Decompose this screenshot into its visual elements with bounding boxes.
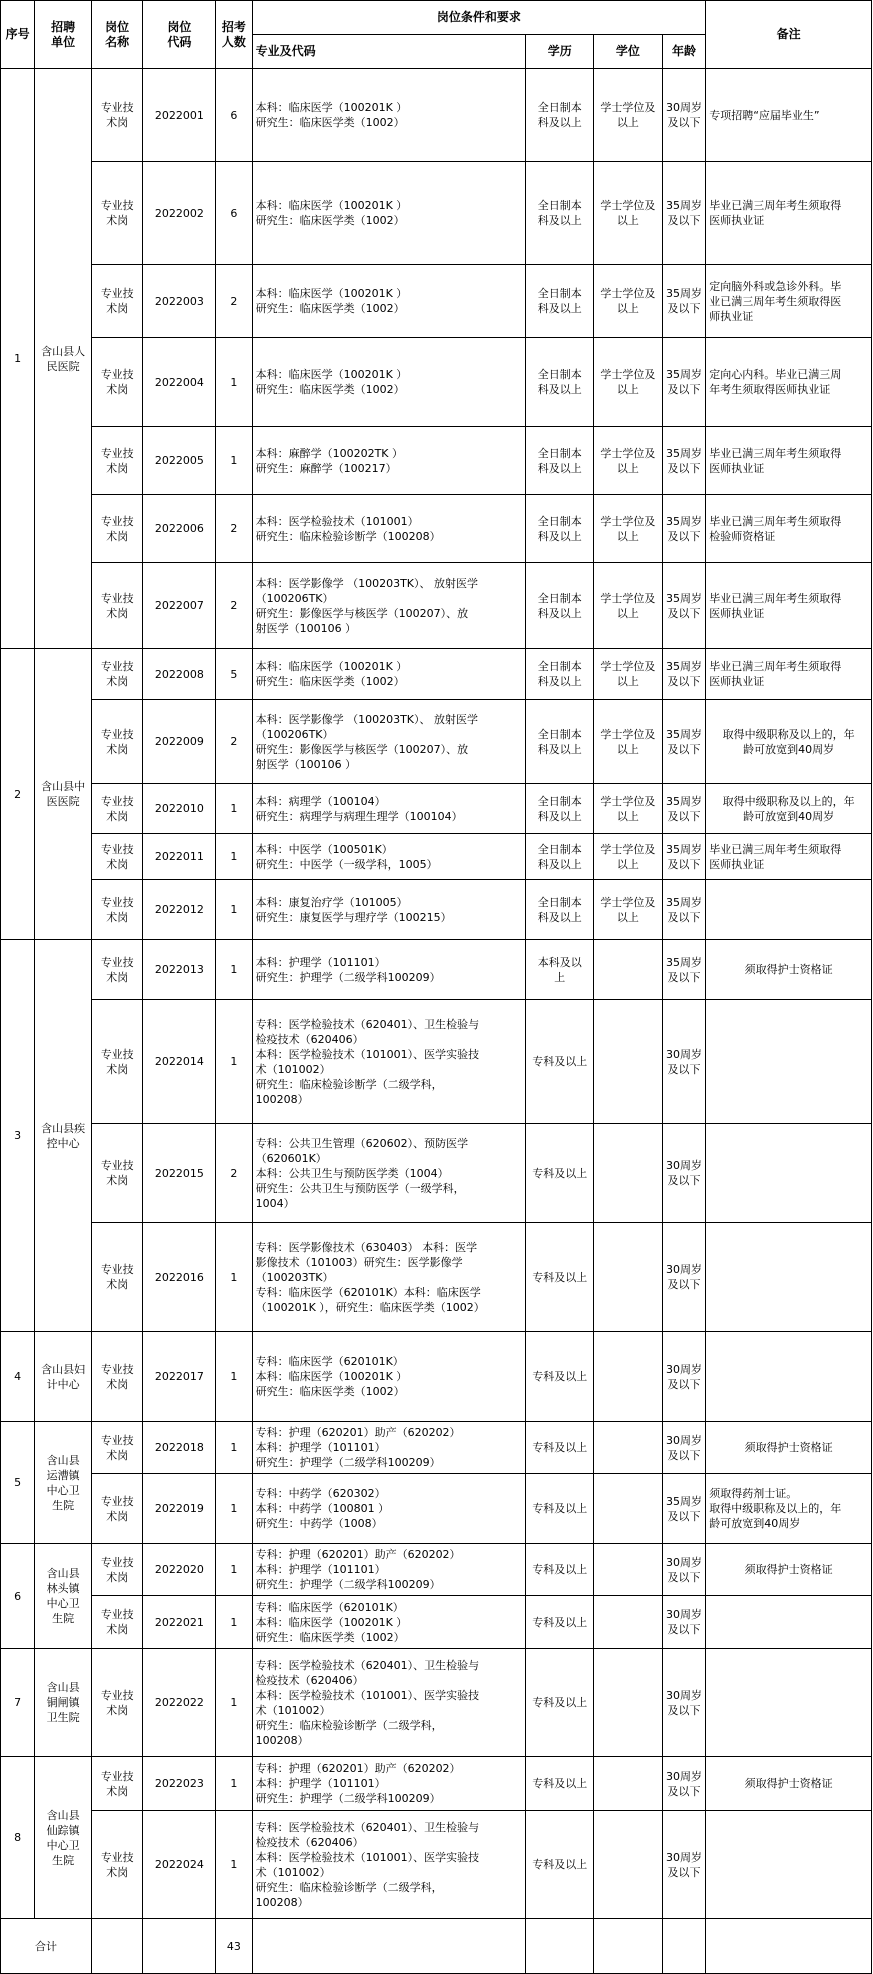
post-name-cell: 专业技 术岗 <box>91 1332 143 1422</box>
count-cell: 1 <box>216 1811 252 1919</box>
remark-cell: 取得中级职称及以上的，年 龄可放宽到40周岁 <box>706 700 872 784</box>
degree-cell: 学士学位及 以上 <box>594 649 663 700</box>
age-cell: 35周岁 及以下 <box>662 563 705 649</box>
seq-cell: 3 <box>1 940 35 1332</box>
major-cell: 本科：麻醉学（100202TK ） 研究生：麻醉学（100217） <box>252 427 526 495</box>
age-cell: 35周岁 及以下 <box>662 427 705 495</box>
table-row <box>1 784 872 834</box>
remark-cell: 毕业已满三周年考生须取得 医师执业证 <box>706 834 872 880</box>
age-cell: 35周岁 及以下 <box>662 338 705 427</box>
total-label: 合计 <box>1 1919 92 1974</box>
total-empty-cell <box>706 1919 872 1974</box>
edu-cell: 全日制本 科及以上 <box>526 265 594 338</box>
post-name-cell: 专业技 术岗 <box>91 940 143 1000</box>
unit-cell: 含山县人 民医院 <box>35 69 92 649</box>
unit-cell: 含山县妇 计中心 <box>35 1332 92 1422</box>
count-cell: 1 <box>216 338 252 427</box>
degree-cell: 学士学位及 以上 <box>594 784 663 834</box>
major-cell: 专科：医学影像技术（630403） 本科：医学 影像技术（101003）研究生：医学影像学 （100203TK） 专科：临床医学（620101K）本科：临床医学 （100201K ），研究生：临床医学类（1002） <box>252 1223 526 1332</box>
remark-cell <box>706 880 872 940</box>
unit-cell: 含山县 林头镇 中心卫 生院 <box>35 1544 92 1649</box>
remark-cell <box>706 1332 872 1422</box>
edu-cell: 专科及以上 <box>526 1811 594 1919</box>
post-code-cell: 2022005 <box>143 427 216 495</box>
remark-cell <box>706 1000 872 1124</box>
header-edu: 学历 <box>526 35 594 69</box>
post-name-cell: 专业技 术岗 <box>91 649 143 700</box>
edu-cell: 全日制本 科及以上 <box>526 495 594 563</box>
table-row <box>1 265 872 338</box>
degree-cell: 学士学位及 以上 <box>594 427 663 495</box>
post-name-cell: 专业技 术岗 <box>91 1811 143 1919</box>
count-cell: 1 <box>216 1332 252 1422</box>
post-code-cell: 2022009 <box>143 700 216 784</box>
remark-cell: 毕业已满三周年考生须取得 医师执业证 <box>706 427 872 495</box>
count-cell: 5 <box>216 649 252 700</box>
post-code-cell: 2022012 <box>143 880 216 940</box>
major-cell: 本科：医学影像学 （100203TK）、 放射医学 （100206TK） 研究生：影像医学与核医学（100207）、放 射医学（100106 ） <box>252 563 526 649</box>
age-cell: 35周岁 及以下 <box>662 834 705 880</box>
post-name-cell: 专业技 术岗 <box>91 338 143 427</box>
post-code-cell: 2022011 <box>143 834 216 880</box>
seq-cell: 7 <box>1 1649 35 1757</box>
edu-cell: 全日制本 科及以上 <box>526 563 594 649</box>
unit-cell: 含山县疾 控中心 <box>35 940 92 1332</box>
header-age: 年龄 <box>662 35 705 69</box>
remark-cell <box>706 1124 872 1223</box>
table-row <box>1 338 872 427</box>
age-cell: 30周岁 及以下 <box>662 1422 705 1474</box>
post-name-cell: 专业技 术岗 <box>91 1596 143 1649</box>
count-cell: 1 <box>216 940 252 1000</box>
remark-cell <box>706 1223 872 1332</box>
major-cell: 专科：医学检验技术（620401）、卫生检验与 检疫技术（620406） 本科：医学检验技术（101001）、医学实验技 术（101002） 研究生：临床检验诊断学（二级学科， 100208） <box>252 1811 526 1919</box>
count-cell: 1 <box>216 784 252 834</box>
age-cell: 35周岁 及以下 <box>662 1474 705 1544</box>
major-cell: 本科：医学影像学 （100203TK）、 放射医学 （100206TK） 研究生：影像医学与核医学（100207）、放 射医学（100106 ） <box>252 700 526 784</box>
total-count: 43 <box>216 1919 252 1974</box>
major-cell: 专科：护理（620201）助产（620202） 本科：护理学（101101） 研究生：护理学（二级学科100209） <box>252 1757 526 1811</box>
age-cell: 35周岁 及以下 <box>662 162 705 265</box>
edu-cell: 全日制本 科及以上 <box>526 69 594 162</box>
edu-cell: 全日制本 科及以上 <box>526 784 594 834</box>
major-cell: 专科：医学检验技术（620401）、卫生检验与 检疫技术（620406） 本科：医学检验技术（101001）、医学实验技 术（101002） 研究生：临床检验诊断学（二级学科， 100208） <box>252 1649 526 1757</box>
header-seq: 序号 <box>1 1 35 69</box>
table-row <box>1 495 872 563</box>
edu-cell: 专科及以上 <box>526 1124 594 1223</box>
seq-cell: 4 <box>1 1332 35 1422</box>
post-code-cell: 2022018 <box>143 1422 216 1474</box>
post-name-cell: 专业技 术岗 <box>91 784 143 834</box>
age-cell: 30周岁 及以下 <box>662 1000 705 1124</box>
table-row <box>1 1124 872 1223</box>
seq-cell: 1 <box>1 69 35 649</box>
degree-cell <box>594 1332 663 1422</box>
post-code-cell: 2022023 <box>143 1757 216 1811</box>
major-cell: 本科：临床医学（100201K ） 研究生：临床医学类（1002） <box>252 649 526 700</box>
seq-cell: 8 <box>1 1757 35 1919</box>
major-cell: 专科：临床医学（620101K） 本科：临床医学（100201K ） 研究生：临床医学类（1002） <box>252 1332 526 1422</box>
table-row <box>1 700 872 784</box>
count-cell: 2 <box>216 265 252 338</box>
remark-cell: 须取得药剂士证。 取得中级职称及以上的，年 龄可放宽到40周岁 <box>706 1474 872 1544</box>
edu-cell: 专科及以上 <box>526 1223 594 1332</box>
degree-cell: 学士学位及 以上 <box>594 162 663 265</box>
edu-cell: 全日制本 科及以上 <box>526 162 594 265</box>
table-row <box>1 1332 872 1422</box>
seq-cell: 5 <box>1 1422 35 1544</box>
post-code-cell: 2022016 <box>143 1223 216 1332</box>
count-cell: 2 <box>216 563 252 649</box>
count-cell: 1 <box>216 1596 252 1649</box>
post-name-cell: 专业技 术岗 <box>91 69 143 162</box>
age-cell: 30周岁 及以下 <box>662 1544 705 1596</box>
major-cell: 本科：中医学（100501K） 研究生：中医学（一级学科，1005） <box>252 834 526 880</box>
major-cell: 本科：临床医学（100201K ） 研究生：临床医学类（1002） <box>252 69 526 162</box>
count-cell: 1 <box>216 834 252 880</box>
remark-cell: 取得中级职称及以上的，年 龄可放宽到40周岁 <box>706 784 872 834</box>
age-cell: 30周岁 及以下 <box>662 1596 705 1649</box>
major-cell: 专科：护理（620201）助产（620202） 本科：护理学（101101） 研究生：护理学（二级学科100209） <box>252 1422 526 1474</box>
total-empty-cell <box>662 1919 705 1974</box>
degree-cell <box>594 940 663 1000</box>
degree-cell <box>594 1544 663 1596</box>
edu-cell: 全日制本 科及以上 <box>526 880 594 940</box>
table-row <box>1 880 872 940</box>
post-name-cell: 专业技 术岗 <box>91 1649 143 1757</box>
degree-cell <box>594 1596 663 1649</box>
header-remark: 备注 <box>706 1 872 69</box>
table-row <box>1 162 872 265</box>
age-cell: 35周岁 及以下 <box>662 265 705 338</box>
major-cell: 本科：病理学（100104） 研究生：病理学与病理生理学（100104） <box>252 784 526 834</box>
major-cell: 专科：医学检验技术（620401）、卫生检验与 检疫技术（620406） 本科：医学检验技术（101001）、医学实验技 术（101002） 研究生：临床检验诊断学（二级学科， 100208） <box>252 1000 526 1124</box>
post-name-cell: 专业技 术岗 <box>91 1422 143 1474</box>
table-row <box>1 427 872 495</box>
edu-cell: 专科及以上 <box>526 1422 594 1474</box>
major-cell: 本科：临床医学（100201K ） 研究生：临床医学类（1002） <box>252 162 526 265</box>
degree-cell <box>594 1757 663 1811</box>
age-cell: 35周岁 及以下 <box>662 649 705 700</box>
count-cell: 6 <box>216 162 252 265</box>
age-cell: 30周岁 及以下 <box>662 1223 705 1332</box>
header-major: 专业及代码 <box>252 35 526 69</box>
unit-cell: 含山县 仙踪镇 中心卫 生院 <box>35 1757 92 1919</box>
header-count: 招考 人数 <box>216 1 252 69</box>
edu-cell: 专科及以上 <box>526 1000 594 1124</box>
post-code-cell: 2022003 <box>143 265 216 338</box>
age-cell: 35周岁 及以下 <box>662 940 705 1000</box>
total-empty-cell <box>252 1919 526 1974</box>
table-row <box>1 1757 872 1811</box>
count-cell: 1 <box>216 1757 252 1811</box>
edu-cell: 全日制本 科及以上 <box>526 834 594 880</box>
header-unit: 招聘 单位 <box>35 1 92 69</box>
post-code-cell: 2022010 <box>143 784 216 834</box>
remark-cell: 定向脑外科或急诊外科。毕 业已满三周年考生须取得医 师执业证 <box>706 265 872 338</box>
post-code-cell: 2022002 <box>143 162 216 265</box>
remark-cell: 毕业已满三周年考生须取得 医师执业证 <box>706 649 872 700</box>
count-cell: 1 <box>216 1649 252 1757</box>
degree-cell: 学士学位及 以上 <box>594 265 663 338</box>
major-cell: 专科：临床医学（620101K） 本科：临床医学（100201K ） 研究生：临床医学类（1002） <box>252 1596 526 1649</box>
remark-cell: 定向心内科。毕业已满三周 年考生须取得医师执业证 <box>706 338 872 427</box>
degree-cell: 学士学位及 以上 <box>594 834 663 880</box>
post-name-cell: 专业技 术岗 <box>91 265 143 338</box>
count-cell: 1 <box>216 1223 252 1332</box>
count-cell: 2 <box>216 1124 252 1223</box>
table-row <box>1 940 872 1000</box>
table-row <box>1 1811 872 1919</box>
count-cell: 2 <box>216 495 252 563</box>
degree-cell: 学士学位及 以上 <box>594 495 663 563</box>
edu-cell: 专科及以上 <box>526 1474 594 1544</box>
remark-cell: 须取得护士资格证 <box>706 1757 872 1811</box>
table-row <box>1 1649 872 1757</box>
count-cell: 2 <box>216 700 252 784</box>
total-empty-cell <box>526 1919 594 1974</box>
edu-cell: 专科及以上 <box>526 1757 594 1811</box>
post-code-cell: 2022008 <box>143 649 216 700</box>
header-post-code: 岗位 代码 <box>143 1 216 69</box>
degree-cell: 学士学位及 以上 <box>594 69 663 162</box>
edu-cell: 专科及以上 <box>526 1332 594 1422</box>
table-row <box>1 1000 872 1124</box>
remark-cell: 须取得护士资格证 <box>706 1544 872 1596</box>
header-post-name: 岗位 名称 <box>91 1 143 69</box>
age-cell: 30周岁 及以下 <box>662 1124 705 1223</box>
post-code-cell: 2022001 <box>143 69 216 162</box>
remark-cell: 须取得护士资格证 <box>706 1422 872 1474</box>
post-code-cell: 2022022 <box>143 1649 216 1757</box>
major-cell: 本科：康复治疗学（101005） 研究生：康复医学与理疗学（100215） <box>252 880 526 940</box>
remark-cell: 专项招聘“应届毕业生” <box>706 69 872 162</box>
edu-cell: 专科及以上 <box>526 1596 594 1649</box>
remark-cell: 毕业已满三周年考生须取得 检验师资格证 <box>706 495 872 563</box>
total-row <box>1 1919 872 1974</box>
degree-cell <box>594 1649 663 1757</box>
edu-cell: 本科及以 上 <box>526 940 594 1000</box>
degree-cell: 学士学位及 以上 <box>594 563 663 649</box>
edu-cell: 专科及以上 <box>526 1649 594 1757</box>
post-code-cell: 2022024 <box>143 1811 216 1919</box>
major-cell: 本科：临床医学（100201K ） 研究生：临床医学类（1002） <box>252 338 526 427</box>
count-cell: 6 <box>216 69 252 162</box>
major-cell: 本科：护理学（101101） 研究生：护理学（二级学科100209） <box>252 940 526 1000</box>
count-cell: 1 <box>216 1000 252 1124</box>
post-code-cell: 2022015 <box>143 1124 216 1223</box>
major-cell: 本科：临床医学（100201K ） 研究生：临床医学类（1002） <box>252 265 526 338</box>
major-cell: 专科：中药学（620302） 本科：中药学（100801 ） 研究生：中药学（1008） <box>252 1474 526 1544</box>
count-cell: 1 <box>216 1544 252 1596</box>
total-empty-cell <box>143 1919 216 1974</box>
age-cell: 30周岁 及以下 <box>662 1811 705 1919</box>
table-row <box>1 1422 872 1474</box>
post-code-cell: 2022017 <box>143 1332 216 1422</box>
age-cell: 35周岁 及以下 <box>662 880 705 940</box>
edu-cell: 全日制本 科及以上 <box>526 700 594 784</box>
age-cell: 30周岁 及以下 <box>662 1649 705 1757</box>
unit-cell: 含山县 运漕镇 中心卫 生院 <box>35 1422 92 1544</box>
total-empty-cell <box>91 1919 143 1974</box>
table-row <box>1 1544 872 1596</box>
degree-cell <box>594 1124 663 1223</box>
post-name-cell: 专业技 术岗 <box>91 1223 143 1332</box>
table-row <box>1 563 872 649</box>
header-degree: 学位 <box>594 35 663 69</box>
age-cell: 35周岁 及以下 <box>662 700 705 784</box>
edu-cell: 全日制本 科及以上 <box>526 338 594 427</box>
remark-cell: 毕业已满三周年考生须取得 医师执业证 <box>706 563 872 649</box>
major-cell: 专科：护理（620201）助产（620202） 本科：护理学（101101） 研究生：护理学（二级学科100209） <box>252 1544 526 1596</box>
post-name-cell: 专业技 术岗 <box>91 495 143 563</box>
degree-cell <box>594 1422 663 1474</box>
count-cell: 1 <box>216 880 252 940</box>
post-code-cell: 2022013 <box>143 940 216 1000</box>
remark-cell: 毕业已满三周年考生须取得 医师执业证 <box>706 162 872 265</box>
degree-cell: 学士学位及 以上 <box>594 880 663 940</box>
table-body <box>1 69 872 1919</box>
post-name-cell: 专业技 术岗 <box>91 1757 143 1811</box>
degree-cell <box>594 1474 663 1544</box>
post-name-cell: 专业技 术岗 <box>91 834 143 880</box>
post-code-cell: 2022020 <box>143 1544 216 1596</box>
post-name-cell: 专业技 术岗 <box>91 427 143 495</box>
post-name-cell: 专业技 术岗 <box>91 563 143 649</box>
total-empty-cell <box>594 1919 663 1974</box>
post-code-cell: 2022019 <box>143 1474 216 1544</box>
count-cell: 1 <box>216 1422 252 1474</box>
remark-cell <box>706 1649 872 1757</box>
post-code-cell: 2022006 <box>143 495 216 563</box>
degree-cell: 学士学位及 以上 <box>594 700 663 784</box>
major-cell: 本科：医学检验技术（101001） 研究生：临床检验诊断学（100208） <box>252 495 526 563</box>
seq-cell: 2 <box>1 649 35 940</box>
edu-cell: 专科及以上 <box>526 1544 594 1596</box>
unit-cell: 含山县 铜闸镇 卫生院 <box>35 1649 92 1757</box>
post-name-cell: 专业技 术岗 <box>91 1000 143 1124</box>
degree-cell <box>594 1223 663 1332</box>
age-cell: 30周岁 及以下 <box>662 69 705 162</box>
table-row <box>1 649 872 700</box>
age-cell: 30周岁 及以下 <box>662 1757 705 1811</box>
count-cell: 1 <box>216 1474 252 1544</box>
table-row <box>1 1596 872 1649</box>
edu-cell: 全日制本 科及以上 <box>526 427 594 495</box>
remark-cell <box>706 1596 872 1649</box>
post-name-cell: 专业技 术岗 <box>91 700 143 784</box>
post-code-cell: 2022014 <box>143 1000 216 1124</box>
header-conditions: 岗位条件和要求 <box>252 1 706 35</box>
table-row <box>1 1474 872 1544</box>
post-code-cell: 2022007 <box>143 563 216 649</box>
post-name-cell: 专业技 术岗 <box>91 162 143 265</box>
post-name-cell: 专业技 术岗 <box>91 1124 143 1223</box>
remark-cell <box>706 1811 872 1919</box>
count-cell: 1 <box>216 427 252 495</box>
post-name-cell: 专业技 术岗 <box>91 1474 143 1544</box>
age-cell: 35周岁 及以下 <box>662 495 705 563</box>
degree-cell <box>594 1811 663 1919</box>
edu-cell: 全日制本 科及以上 <box>526 649 594 700</box>
seq-cell: 6 <box>1 1544 35 1649</box>
table-row <box>1 1223 872 1332</box>
age-cell: 30周岁 及以下 <box>662 1332 705 1422</box>
remark-cell: 须取得护士资格证 <box>706 940 872 1000</box>
post-code-cell: 2022004 <box>143 338 216 427</box>
degree-cell <box>594 1000 663 1124</box>
table-row <box>1 834 872 880</box>
major-cell: 专科：公共卫生管理（620602）、预防医学 （620601K） 本科：公共卫生与预防医学类（1004） 研究生：公共卫生与预防医学（一级学科， 1004） <box>252 1124 526 1223</box>
unit-cell: 含山县中 医医院 <box>35 649 92 940</box>
age-cell: 35周岁 及以下 <box>662 784 705 834</box>
degree-cell: 学士学位及 以上 <box>594 338 663 427</box>
post-code-cell: 2022021 <box>143 1596 216 1649</box>
post-name-cell: 专业技 术岗 <box>91 1544 143 1596</box>
table-row <box>1 69 872 162</box>
post-name-cell: 专业技 术岗 <box>91 880 143 940</box>
